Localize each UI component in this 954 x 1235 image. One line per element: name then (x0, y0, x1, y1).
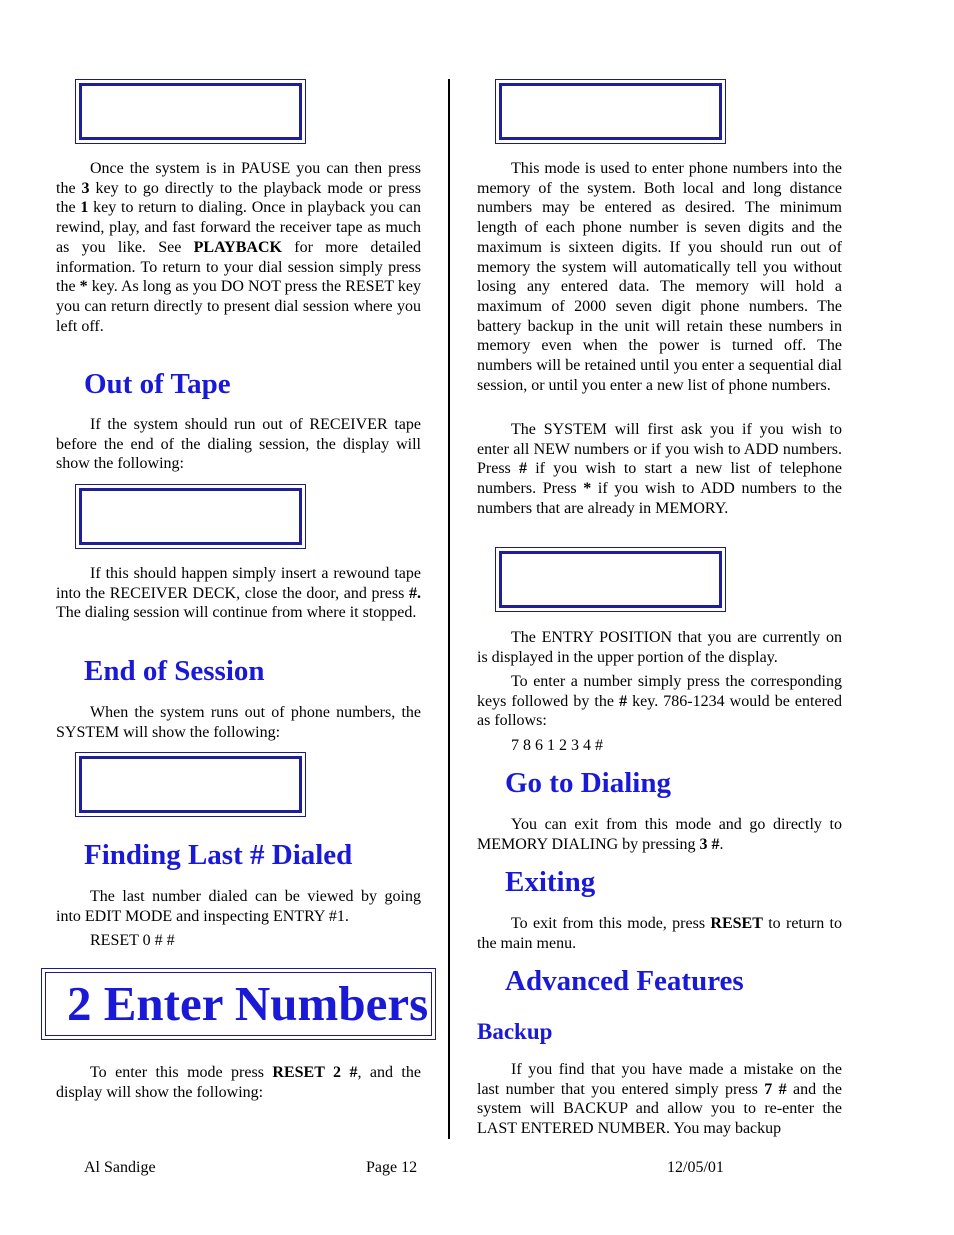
section-title-box (41, 968, 436, 1040)
go-to-dialing-paragraph: You can exit from this mode and go directly to MEMORY DIALING by pressing 3 #. (477, 816, 842, 853)
entry-position-paragraph: The ENTRY POSITION that you are currently on is displayed in the upper portion of the display. (477, 629, 842, 666)
heading-advanced-features: Advanced Features (505, 965, 744, 997)
heading-out-of-tape: Out of Tape (84, 368, 231, 400)
pause-paragraph: Once the system is in PAUSE you can then press the 3 key to go directly to the playback mode or press the 1 key to return to dialing. Once in playback you can rewind, play, and fast forward the receiver tape as much as you like. See PLAYBACK for more detailed information. To return to your dial session simply press the * key. As long as you DO NOT press the RESET key you can return directly to present dial session where you left off. (56, 160, 422, 335)
enter-number-paragraph: To enter a number simply press the corresponding keys followed by the # key. 786-1234 would be entered as follows: (477, 673, 843, 730)
heading-backup: Backup (477, 1019, 553, 1044)
number-key-sequence: 7 8 6 1 2 3 4 # (511, 737, 603, 754)
display-box-entry-position (495, 547, 726, 612)
footer-date: 12/05/01 (667, 1159, 724, 1176)
finding-key-sequence: RESET 0 # # (90, 932, 175, 949)
end-session-paragraph: When the system runs out of phone numbers, the SYSTEM will show the following: (56, 704, 421, 741)
ask-paragraph: The SYSTEM will first ask you if you wish to enter all NEW numbers or if you wish to ADD numbers. Press # if you wish to start a new list of telephone numbers. Press * if you wish to ADD numbers to the numbers that are already in MEMORY. (477, 421, 842, 517)
footer-page-number: Page 12 (366, 1159, 418, 1176)
heading-go-to-dialing: Go to Dialing (505, 767, 671, 799)
heading-exiting: Exiting (505, 866, 596, 898)
heading-end-of-session: End of Session (84, 655, 265, 687)
display-box-end-of-session (75, 752, 306, 817)
display-box-enter-numbers (495, 79, 726, 144)
enter-mode-paragraph: To enter this mode press RESET 2 #, and the display will show the following: (56, 1064, 421, 1101)
exiting-paragraph: To exit from this mode, press RESET to return to the main menu. (477, 915, 843, 952)
heading-finding-last-dialed: Finding Last # Dialed (84, 839, 353, 871)
section-title: 2 Enter Numbers (67, 976, 429, 1031)
backup-paragraph: If you find that you have made a mistake on the last number that you entered simply press 7 # and the system will BACKUP and allow you to re-enter the LAST ENTERED NUMBER. You may backup (477, 1061, 843, 1138)
column-divider (448, 79, 450, 1139)
finding-paragraph: The last number dialed can be viewed by going into EDIT MODE and inspecting ENTRY #1. (56, 888, 421, 925)
rewound-paragraph: If this should happen simply insert a rewound tape into the RECEIVER DECK, close the door, and press #. The dialing session will continue from where it stopped. (56, 565, 421, 622)
footer-author: Al Sandige (84, 1159, 156, 1176)
display-box-out-of-tape (75, 484, 306, 549)
mode-paragraph: This mode is used to enter phone numbers into the memory of the system. Both local and long distance numbers may be entered as desired. The minimum length of each phone number is seven digits and the maximum is sixteen digits. If you should run out of memory the system will automatically tell you without losing any entered data. The memory will hold a maximum of 2000 seven digit phone numbers. The battery backup in the unit will retain these numbers in memory even when the power is turned off. The numbers will be retained until you enter a sequential dial session, or until you enter a new list of phone numbers. (477, 160, 842, 394)
display-box-pause (75, 79, 306, 144)
out-of-tape-paragraph: If the system should run out of RECEIVER tape before the end of the dialing session, the display will show the following: (56, 416, 421, 473)
